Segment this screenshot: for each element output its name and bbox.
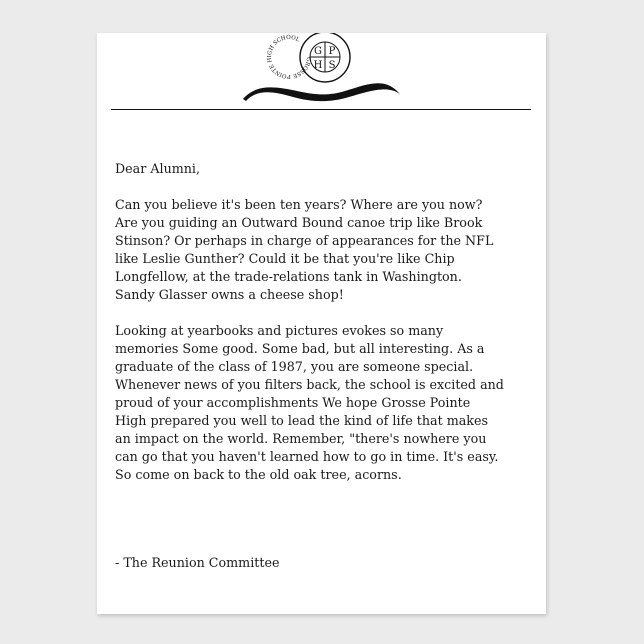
monogram-s: S bbox=[328, 60, 336, 71]
paragraph-2 bbox=[115, 322, 535, 484]
paragraph-line: Can you believe it's been ten years? Where are you now? bbox=[115, 197, 483, 212]
monogram-g: G bbox=[314, 46, 322, 57]
paragraph-line: So come on back to the old oak tree, acorns. bbox=[115, 467, 402, 482]
paragraph-line: Are you guiding an Outward Bound canoe trip like Brook bbox=[115, 215, 483, 230]
paragraph-line: Whenever news of you filters back, the school is excited and bbox=[115, 377, 504, 392]
paragraph-line: Stinson? Or perhaps in charge of appearances for the NFL bbox=[115, 233, 494, 248]
paragraph-1 bbox=[115, 196, 535, 304]
signature: - The Reunion Committee bbox=[115, 555, 280, 570]
paragraph-line: memories Some good. Some bad, but all interesting. As a bbox=[115, 341, 485, 356]
paragraph-line: Longfellow, at the trade-relations tank in Washington. bbox=[115, 269, 462, 284]
paragraph-line: can go that you haven't learned how to go in time. It's easy. bbox=[115, 449, 499, 464]
header-divider bbox=[111, 109, 531, 110]
paragraph-line: graduate of the class of 1987, you are someone special. bbox=[115, 359, 474, 374]
letter-poster bbox=[97, 33, 546, 614]
paragraph-line: an impact on the world. Remember, "there's nowhere you bbox=[115, 431, 487, 446]
seal-ring-text: GROSSE POINTE HIGH SCHOOL bbox=[266, 34, 312, 79]
monogram-p: P bbox=[328, 46, 336, 57]
paragraph-line: like Leslie Gunther? Could it be that you're like Chip bbox=[115, 251, 455, 266]
salutation: Dear Alumni, bbox=[115, 161, 201, 176]
monogram-h: H bbox=[313, 60, 323, 71]
paragraph-line: proud of your accomplishments We hope Grosse Pointe bbox=[115, 395, 471, 410]
school-seal-logo bbox=[97, 33, 546, 113]
paragraph-line: Sandy Glasser owns a cheese shop! bbox=[115, 287, 344, 302]
swoosh-ornament bbox=[243, 83, 400, 101]
paragraph-line: Looking at yearbooks and pictures evokes so many bbox=[115, 323, 444, 338]
paragraph-line: High prepared you well to lead the kind of life that makes bbox=[115, 413, 489, 428]
